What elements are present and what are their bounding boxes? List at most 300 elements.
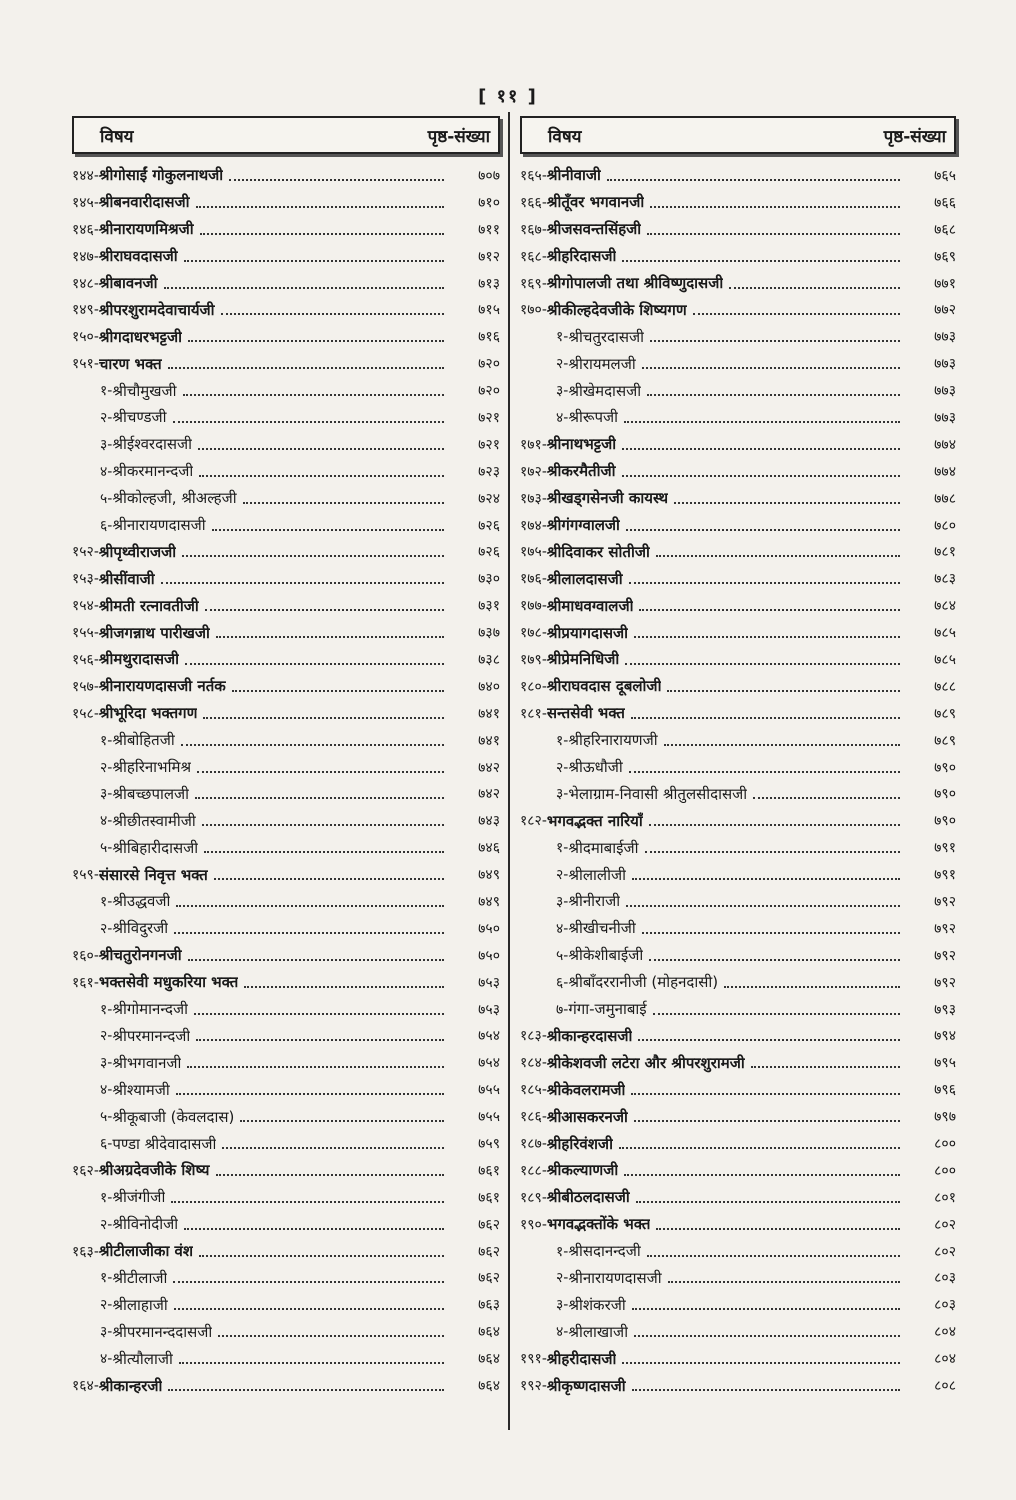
entry-number: १५५- xyxy=(72,625,99,642)
entry-page: ७९२ xyxy=(934,947,956,964)
entry-title: श्रीपरशुरामदेवाचार्यजी xyxy=(98,300,215,319)
entry-page: ८०२ xyxy=(934,1216,956,1233)
entry-page: ७६२ xyxy=(478,1243,500,1260)
dot-leader xyxy=(693,312,900,315)
entry-row xyxy=(520,646,956,673)
entry-row xyxy=(72,270,500,297)
entry-page: ७४१ xyxy=(478,732,500,749)
entry-page: ७११ xyxy=(478,221,500,238)
sub-entry-row xyxy=(72,458,500,485)
entry-page: ७८९ xyxy=(934,732,956,749)
dot-leader xyxy=(650,339,900,342)
entry-title: श्रीबोहितजी xyxy=(112,731,175,750)
dot-leader xyxy=(194,1012,444,1015)
entry-number: १७८- xyxy=(520,625,547,642)
entry-page: ७५३ xyxy=(478,974,500,991)
dot-leader xyxy=(202,823,444,826)
dot-leader xyxy=(221,312,444,315)
entry-title: श्रीराघवदासजी xyxy=(98,247,178,266)
dot-leader xyxy=(173,1280,444,1283)
entry-title: श्रीबिहारीदासजी xyxy=(112,838,199,857)
dot-leader xyxy=(653,1012,900,1015)
entry-number: १९०- xyxy=(520,1216,547,1233)
entry-number: १- xyxy=(100,1001,113,1018)
entry-title: श्रीकल्याणजी xyxy=(546,1161,619,1180)
entry-row xyxy=(72,162,500,189)
entry-title: चारण भक्त xyxy=(98,354,162,373)
entry-page: ७२६ xyxy=(478,544,500,561)
entry-page: ७५९ xyxy=(478,1136,500,1152)
entry-number: १- xyxy=(556,840,569,857)
entry-number: १- xyxy=(100,893,113,910)
sub-entry-row xyxy=(520,377,956,404)
sub-entry-row xyxy=(72,915,500,942)
left-header xyxy=(72,116,500,154)
entry-row xyxy=(520,189,956,216)
entry-title: श्रीपरमानन्ददासजी xyxy=(112,1322,213,1341)
entry-number: ३- xyxy=(100,1055,113,1072)
entry-number: १६९- xyxy=(520,275,547,292)
entry-page: ७४३ xyxy=(478,813,500,830)
entry-title: श्रीगंगग्वालजी xyxy=(546,516,620,535)
sub-entry-row xyxy=(520,996,956,1023)
entry-page: ७८५ xyxy=(934,625,956,642)
entry-title: श्रीअग्रदेवजीके शिष्य xyxy=(98,1161,210,1180)
dot-leader xyxy=(196,1038,444,1041)
sub-entry-row xyxy=(520,888,956,915)
entry-page: ७९१ xyxy=(934,867,956,884)
dot-leader xyxy=(204,850,444,853)
entry-title: श्रीचौमुखजी xyxy=(112,381,177,400)
entry-title: श्रीदिवाकर सोतीजी xyxy=(546,542,650,561)
sub-entry-row xyxy=(520,942,956,969)
entry-number: १५३- xyxy=(72,571,99,588)
entry-page: ७५४ xyxy=(478,1028,500,1045)
sub-entry-row xyxy=(72,1076,500,1103)
page-number: [ ११ ] xyxy=(478,86,538,107)
entry-title: श्रीदमाबाईजी xyxy=(568,838,639,857)
entry-row xyxy=(520,1211,956,1238)
sub-entry-row xyxy=(520,861,956,888)
entry-title: श्रीईश्वरदासजी xyxy=(112,435,193,454)
entry-title: श्रीकेशवजी लटेरा और श्रीपरशुरामजी xyxy=(546,1053,745,1072)
dot-leader xyxy=(182,554,444,557)
entry-page: ७४२ xyxy=(478,786,500,803)
dot-leader xyxy=(664,743,900,746)
entry-title: श्रीविदुरजी xyxy=(112,919,169,938)
dot-leader xyxy=(164,286,444,289)
sub-entry-row xyxy=(72,404,500,431)
entry-title: श्रीभूरिदा भक्तगण xyxy=(98,704,198,723)
sub-entry-row xyxy=(520,915,956,942)
entry-page: ७४९ xyxy=(478,893,500,910)
entry-page: ७५५ xyxy=(478,1109,500,1126)
entry-row xyxy=(520,673,956,700)
entry-page: ७३७ xyxy=(478,625,500,642)
entry-number: ३- xyxy=(556,1297,569,1314)
entry-title: श्रीखड्गसेनजी कायस्थ xyxy=(546,489,669,508)
entry-page: ७४९ xyxy=(478,867,500,884)
entry-title: श्रीचण्डजी xyxy=(112,408,167,427)
entry-page: ७१३ xyxy=(478,275,500,292)
entry-row xyxy=(72,592,500,619)
dot-leader xyxy=(183,393,444,396)
entry-title: संसारसे निवृत्त भक्त xyxy=(98,865,208,884)
entry-title: श्रीकोल्हजी, श्रीअल्हजी xyxy=(112,489,237,508)
entry-row xyxy=(72,565,500,592)
entry-page: ७४० xyxy=(478,678,500,695)
dot-leader xyxy=(642,931,900,934)
dot-leader xyxy=(656,1227,900,1230)
entry-title: श्रीगोमानन्दजी xyxy=(112,1000,188,1019)
entry-number: १८५- xyxy=(520,1082,547,1099)
entry-number: २- xyxy=(556,1270,569,1287)
entry-title: श्रीगोसाईं गोकुलनाथजी xyxy=(98,166,224,185)
entry-row xyxy=(72,1372,500,1399)
entry-title: भक्तसेवी मधुकरिया भक्त xyxy=(98,973,239,992)
sub-entry-row xyxy=(72,1265,500,1292)
entry-title: श्रीजगन्नाथ पारीखजी xyxy=(98,623,210,642)
entry-page: ७५० xyxy=(478,920,500,937)
entry-page: ८०० xyxy=(934,1136,956,1152)
entry-title: श्रीनीराजी xyxy=(568,892,621,911)
dot-leader xyxy=(222,1146,444,1149)
dot-leader xyxy=(622,474,901,477)
dot-leader xyxy=(244,985,444,988)
entry-number: ३- xyxy=(100,436,113,453)
entry-number: १५२- xyxy=(72,544,99,561)
dot-leader xyxy=(184,1227,444,1230)
entry-title: श्रीटीलाजीका वंश xyxy=(98,1242,194,1261)
dot-leader xyxy=(647,1254,900,1257)
dot-leader xyxy=(624,1173,900,1176)
entry-number: १७७- xyxy=(520,598,547,615)
entry-number: १७३- xyxy=(520,490,547,507)
entry-page: ७९२ xyxy=(934,920,956,937)
entry-number: ३- xyxy=(556,383,569,400)
entry-page: ७६३ xyxy=(478,1297,500,1314)
entry-row xyxy=(520,1023,956,1050)
column-divider xyxy=(508,112,510,1430)
dot-leader xyxy=(634,1119,900,1122)
entry-title: श्रीविनोदीजी xyxy=(112,1215,179,1234)
entry-title: श्रीबाँदररानीजी (मोहनदासी) xyxy=(568,973,719,992)
entry-row xyxy=(72,243,500,270)
dot-leader xyxy=(629,770,900,773)
header-page-count: पृष्ठ-संख्या xyxy=(883,126,946,147)
entry-title: श्रीगोपालजी तथा श्रीविष्णुदासजी xyxy=(546,274,724,292)
entry-row xyxy=(520,1103,956,1130)
dot-leader xyxy=(216,635,444,638)
entry-title: श्रीकरमैतीजी xyxy=(546,462,616,481)
entry-page: ७७२ xyxy=(934,302,956,319)
entry-title: श्रीकान्हरदासजी xyxy=(546,1026,633,1045)
sub-entry-row xyxy=(72,1291,500,1318)
entry-number: १८७- xyxy=(520,1136,547,1152)
entry-page: ७२१ xyxy=(478,436,500,453)
dot-leader xyxy=(174,931,444,934)
dot-leader xyxy=(197,770,444,773)
dot-leader xyxy=(645,850,901,853)
entry-title: श्रीनारायणदासजी xyxy=(568,1268,662,1287)
entry-page: ८०१ xyxy=(934,1189,956,1206)
entry-number: १- xyxy=(556,1243,569,1260)
entry-number: ४- xyxy=(100,1351,113,1368)
dot-leader xyxy=(647,393,900,396)
entry-number: ५- xyxy=(100,840,113,857)
entry-page: ७८३ xyxy=(934,571,956,588)
dot-leader xyxy=(214,877,444,880)
dot-leader xyxy=(622,1361,900,1364)
entry-row xyxy=(72,673,500,700)
entry-number: १८९- xyxy=(520,1189,547,1206)
entry-title: गंगा-जमुनाबाई xyxy=(568,1000,647,1019)
entry-page: ७९७ xyxy=(934,1109,956,1126)
entry-number: १८०- xyxy=(520,678,547,695)
entry-row xyxy=(520,592,956,619)
entry-row xyxy=(520,565,956,592)
entry-number: ७- xyxy=(556,1001,569,1018)
entry-row xyxy=(72,350,500,377)
dot-leader xyxy=(196,205,444,208)
dot-leader xyxy=(607,178,900,181)
entry-page: ७२४ xyxy=(478,490,500,507)
dot-leader xyxy=(656,554,900,557)
entry-page: ७९० xyxy=(934,759,956,776)
dot-leader xyxy=(229,178,444,181)
entry-page: ७८० xyxy=(934,517,956,534)
entry-row xyxy=(520,270,956,297)
entry-number: १४५- xyxy=(72,194,99,211)
dot-leader xyxy=(631,1092,900,1095)
dot-leader xyxy=(212,528,444,531)
entry-title: श्रीहरिनारायणजी xyxy=(568,731,658,750)
entry-page: ७१० xyxy=(478,194,500,211)
sub-entry-row xyxy=(72,727,500,754)
entry-page: ७६२ xyxy=(478,1216,500,1233)
entry-page: ७३८ xyxy=(478,651,500,668)
entry-number: १४७- xyxy=(72,248,99,265)
entry-row xyxy=(72,619,500,646)
entry-title: श्रीपरमानन्दजी xyxy=(112,1026,191,1045)
sub-entry-row xyxy=(520,1238,956,1265)
entry-number: १४९- xyxy=(72,302,99,319)
entry-page: ७६४ xyxy=(478,1378,500,1395)
entry-page: ७६१ xyxy=(478,1162,500,1179)
entry-page: ७९२ xyxy=(934,893,956,910)
entry-title: श्रीटीलाजी xyxy=(112,1268,168,1287)
entry-title: श्रीसींवाजी xyxy=(98,569,155,588)
entry-title: श्रीमथुरादासजी xyxy=(98,650,179,669)
left-entries xyxy=(72,162,500,1399)
entry-page: ७७३ xyxy=(934,383,956,400)
entry-page: ७१२ xyxy=(478,248,500,265)
entry-page: ७०७ xyxy=(478,167,500,184)
entry-row xyxy=(72,1238,500,1265)
dot-leader xyxy=(622,447,900,450)
entry-title: श्रीआसकरनजी xyxy=(546,1107,628,1126)
dot-leader xyxy=(639,608,900,611)
dot-leader xyxy=(668,1280,900,1283)
entry-page: ७९४ xyxy=(934,1028,956,1045)
entry-title: श्रीहरिदासजी xyxy=(546,247,617,266)
entry-number: १५१- xyxy=(72,356,99,373)
dot-leader xyxy=(179,1361,444,1364)
entry-number: ६- xyxy=(100,1136,113,1152)
entry-number: १८३- xyxy=(520,1028,547,1045)
entry-number: ४- xyxy=(556,409,569,426)
sub-entry-row xyxy=(72,1184,500,1211)
dot-leader xyxy=(632,1388,900,1391)
entry-page: ८०३ xyxy=(934,1297,956,1314)
entry-page: ७५४ xyxy=(478,1055,500,1072)
entry-page: ७८८ xyxy=(934,678,956,695)
dot-leader xyxy=(205,608,444,611)
entry-title: श्रीप्रेमनिधिजी xyxy=(546,650,620,669)
dot-leader xyxy=(622,259,900,262)
entry-title: श्रीशंकरजी xyxy=(568,1295,626,1314)
entry-page: ७५३ xyxy=(478,1001,500,1018)
entry-number: २- xyxy=(556,759,569,776)
entry-title: श्रीछीतस्वामीजी xyxy=(112,811,196,830)
sub-entry-row xyxy=(72,996,500,1023)
sub-entry-row xyxy=(72,512,500,539)
entry-row xyxy=(520,1345,956,1372)
entry-number: २- xyxy=(100,409,113,426)
sub-entry-row xyxy=(520,350,956,377)
entry-page: ७६४ xyxy=(478,1324,500,1341)
entry-row xyxy=(520,807,956,834)
entry-number: ३- xyxy=(100,786,113,803)
entry-number: १५४- xyxy=(72,598,99,615)
entry-page: ७९० xyxy=(934,786,956,803)
dot-leader xyxy=(619,1146,900,1149)
entry-title: श्रीभगवानजी xyxy=(112,1053,182,1072)
entry-page: ७२० xyxy=(478,356,500,373)
entry-row xyxy=(520,1049,956,1076)
entry-row xyxy=(520,162,956,189)
entry-title: श्रीखेमदासजी xyxy=(568,381,642,400)
entry-number: १४८- xyxy=(72,275,99,292)
dot-leader xyxy=(195,796,444,799)
entry-page: ७१६ xyxy=(478,329,500,346)
entry-row xyxy=(72,942,500,969)
dot-leader xyxy=(168,366,444,369)
dot-leader xyxy=(626,904,900,907)
entry-number: १८१- xyxy=(520,705,547,722)
entry-row xyxy=(520,243,956,270)
entry-title: श्रीजंगीजी xyxy=(112,1188,166,1207)
entry-number: १४६- xyxy=(72,221,99,238)
dot-leader xyxy=(171,1200,444,1203)
entry-row xyxy=(72,646,500,673)
dot-leader xyxy=(636,1200,900,1203)
sub-entry-row xyxy=(72,1103,500,1130)
entry-title: श्रीकृष्णदासजी xyxy=(546,1376,626,1395)
entry-number: २- xyxy=(100,1216,113,1233)
entry-number: १- xyxy=(556,329,569,346)
dot-leader xyxy=(161,581,444,584)
entry-title: श्रीबीठलदासजी xyxy=(546,1188,630,1207)
entry-page: ७६१ xyxy=(478,1189,500,1206)
entry-row xyxy=(520,1184,956,1211)
dot-leader xyxy=(625,662,900,665)
entry-page: ७२६ xyxy=(478,517,500,534)
entry-number: १५९- xyxy=(72,867,99,884)
dot-leader xyxy=(198,447,444,450)
entry-row xyxy=(72,861,500,888)
sub-entry-row xyxy=(520,754,956,781)
entry-title: श्रीजसवन्तसिंहजी xyxy=(546,220,642,239)
dot-leader xyxy=(187,1065,444,1068)
entry-row xyxy=(72,296,500,323)
sub-entry-row xyxy=(520,404,956,431)
dot-leader xyxy=(753,796,900,799)
sub-entry-row xyxy=(520,1318,956,1345)
entry-number: १- xyxy=(100,1270,113,1287)
entry-number: २- xyxy=(556,867,569,884)
entry-row xyxy=(72,323,500,350)
dot-leader xyxy=(626,528,900,531)
dot-leader xyxy=(185,662,444,665)
right-column xyxy=(520,116,956,1399)
dot-leader xyxy=(632,877,900,880)
dot-leader xyxy=(631,716,900,719)
entry-page: ७७१ xyxy=(934,275,956,292)
entry-number: १९१- xyxy=(520,1351,547,1368)
dot-leader xyxy=(649,958,900,961)
entry-page: ७७४ xyxy=(934,463,956,480)
entry-number: १६०- xyxy=(72,947,99,964)
sub-entry-row xyxy=(72,377,500,404)
entry-title: भगवद्भक्तोंके भक्त xyxy=(546,1215,651,1234)
entry-page: ८०२ xyxy=(934,1243,956,1260)
entry-row xyxy=(72,1157,500,1184)
entry-number: ४- xyxy=(100,1082,113,1099)
entry-number: १६३- xyxy=(72,1243,99,1260)
entry-number: ४- xyxy=(100,463,113,480)
entry-number: १६१- xyxy=(72,974,99,991)
dot-leader xyxy=(188,958,444,961)
dot-leader xyxy=(199,474,444,477)
entry-number: १७४- xyxy=(520,517,547,534)
sub-entry-row xyxy=(72,1345,500,1372)
entry-title: श्रीहरीदासजी xyxy=(546,1349,617,1368)
sub-entry-row xyxy=(72,1130,500,1157)
entry-page: ७७३ xyxy=(934,409,956,426)
entry-title: श्रीनारायणदासजी नर्तक xyxy=(98,677,226,696)
dot-leader xyxy=(751,1065,900,1068)
dot-leader xyxy=(181,743,444,746)
entry-number: ५- xyxy=(100,1109,113,1126)
entry-row xyxy=(72,189,500,216)
entry-page: ७२० xyxy=(478,383,500,400)
entry-page: ७५५ xyxy=(478,1082,500,1099)
entry-number: ४- xyxy=(556,1324,569,1341)
entry-row xyxy=(72,538,500,565)
dot-leader xyxy=(642,366,900,369)
entry-page: ७९६ xyxy=(934,1082,956,1099)
entry-title: श्रीनीवाजी xyxy=(546,166,601,185)
entry-page: ७८४ xyxy=(934,598,956,615)
header-subject: विषय xyxy=(100,126,134,147)
entry-row xyxy=(72,969,500,996)
entry-page: ७७३ xyxy=(934,329,956,346)
dot-leader xyxy=(173,420,444,423)
sub-entry-row xyxy=(520,1265,956,1292)
sub-entry-row xyxy=(72,485,500,512)
dot-leader xyxy=(650,205,900,208)
